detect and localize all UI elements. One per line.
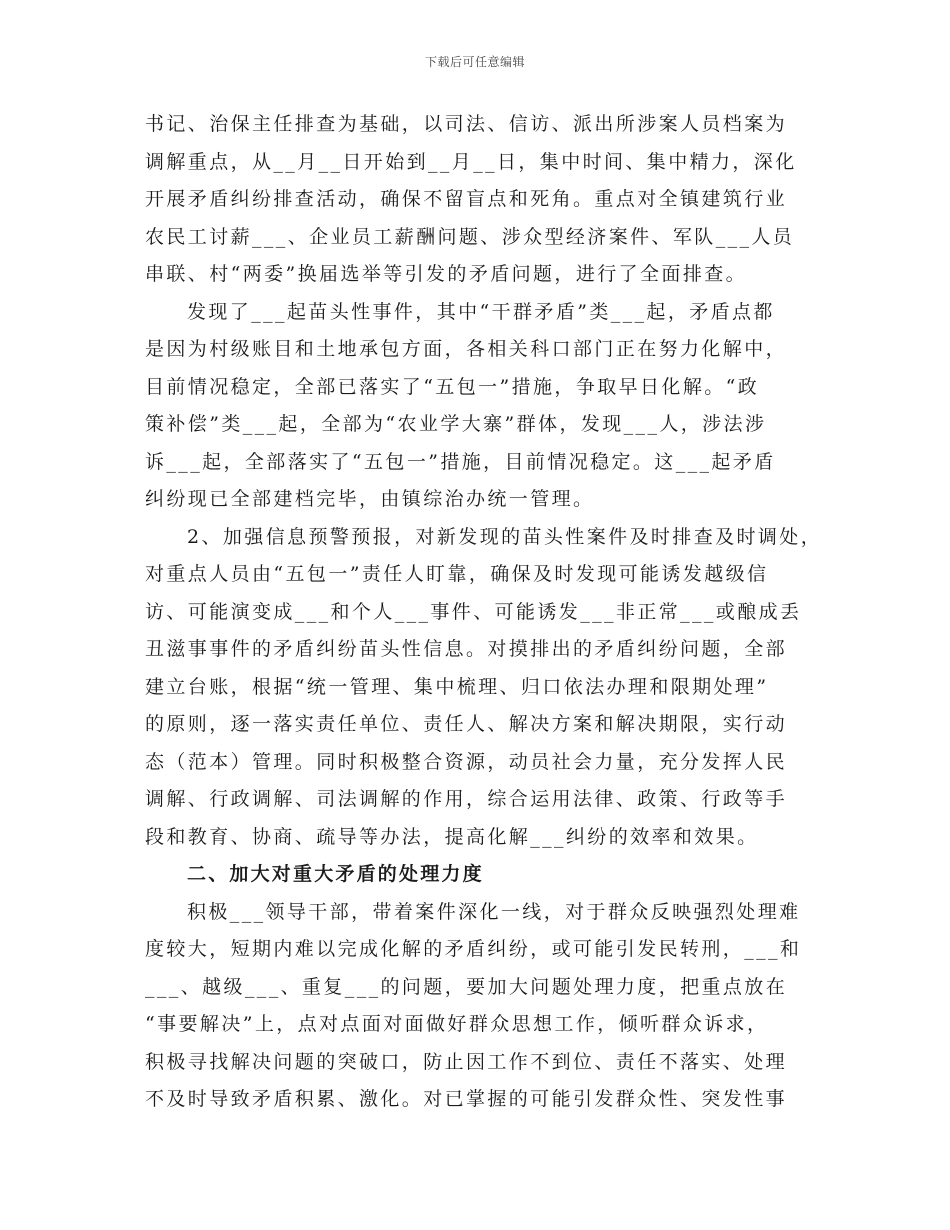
text-line: 度较大，短期内难以完成化解的矛盾纠纷，或可能引发民转刑，___和: [145, 938, 802, 960]
text-line: 建立台账，根据“统一管理、集中梳理、归口依法办理和限期处理”: [145, 675, 769, 698]
text-line: 对重点人员由“五包一”责任人盯靠，确保及时发现可能诱发越级信: [145, 563, 769, 585]
text-line: 段和教育、协商、疏导等办法，提高化解___纠纷的效率和效果。: [145, 825, 759, 848]
text-line: ___、越级___、重复___的问题，要加大问题处理力度，把重点放在: [145, 975, 788, 998]
text-line: 诉___起，全部落实了“五包一”措施，目前情况稳定。这___起矛盾: [145, 450, 776, 473]
text-line: 丑滋事事件的矛盾纠纷苗头性信息。对摸排出的矛盾纠纷问题，全部: [145, 638, 788, 660]
text-line: 书记、治保主任排查为基础，以司法、信访、派出所涉案人员档案为: [145, 113, 788, 135]
text-line: 策补偿”类___起，全部为“农业学大寨”群体，发现___人，涉法涉: [145, 413, 767, 435]
text-line: 调解重点，从__月__日开始到__月__日，集中时间、集中精力，深化: [145, 150, 797, 173]
page-header: 下载后可任意编辑: [424, 55, 525, 69]
text-line: 农民工讨薪___、企业员工薪酬问题、涉众型经济案件、军队___人员: [145, 225, 795, 248]
text-line: 是因为村级账目和土地承包方面，各相关科口部门正在努力化解中，: [145, 338, 788, 360]
text-line: 调解、行政调解、司法调解的作用，综合运用法律、政策、行政等手: [145, 788, 788, 810]
text-line: 串联、村“两委”换届选举等引发的矛盾问题，进行了全面排查。: [145, 263, 748, 285]
document-body: [145, 106, 823, 1119]
text-line: 的原则，逐一落实责任单位、责任人、解决方案和解决期限，实行动: [145, 713, 788, 735]
text-line: “事要解决”上，点对点面对面做好群众思想工作，倾听群众诉求，: [145, 1013, 769, 1035]
text-line: 不及时导致矛盾积累、激化。对已掌握的可能引发群众性、突发性事: [145, 1088, 788, 1110]
section-heading: 二、加大对重大矛盾的处理力度: [187, 863, 484, 885]
text-line: 目前情况稳定，全部已落实了“五包一”措施，争取早日化解。“政: [145, 375, 760, 398]
paragraph-start-line: 2、加强信息预警预报，对新发现的苗头性案件及时排查及时调处，: [187, 525, 823, 548]
text-line: 积极寻找解决问题的突破口，防止因工作不到位、责任不落实、处理: [145, 1050, 788, 1073]
text-line: 态（范本）管理。同时积极整合资源，动员社会力量，充分发挥人民: [145, 750, 788, 773]
text-line: 访、可能演变成___和个人___事件、可能诱发___非正常___或酿成丢: [145, 600, 802, 623]
text-line: 开展矛盾纠纷排查活动，确保不留盲点和死角。重点对全镇建筑行业: [145, 188, 788, 210]
paragraph-start-line: 发现了___起苗头性事件，其中“干群矛盾”类___起，矛盾点都: [187, 300, 775, 323]
text-line: 纠纷现已全部建档完毕，由镇综治办统一管理。: [145, 488, 595, 510]
paragraph-start-line: 积极___领导干部，带着案件深化一线，对于群众反映强烈处理难: [187, 900, 801, 923]
